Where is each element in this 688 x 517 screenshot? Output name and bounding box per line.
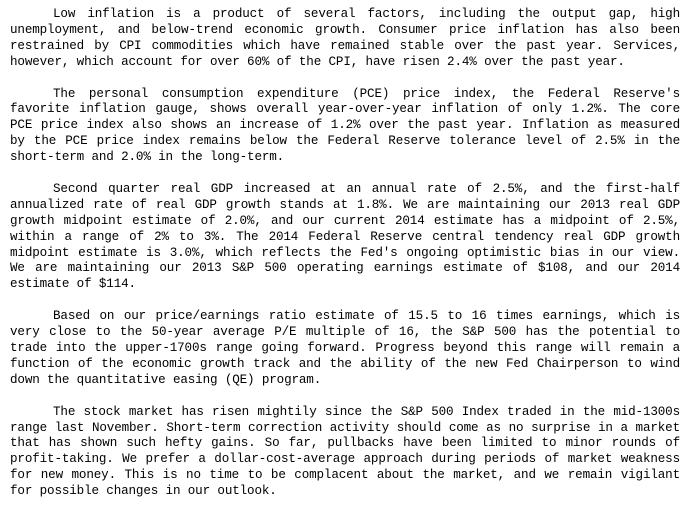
paragraph-pe-ratio: Based on our price/earnings ratio estimate of 15.5 to 16 times earnings, which is very close to the 50-year average P/E multiple of 16, the S&P 500 has the potential to trade into the upper-1700s range going forward. Progress beyond this range will remain a function of the economic growth track and the ability of the new Fed Chairperson to wind down the quantitative easing (QE) program. <box>10 309 680 387</box>
paragraph-inflation-factors: Low inflation is a product of several factors, including the output gap, high unemployment, and below-trend economic growth. Consumer price inflation has also been restrained by CPI commodities which have remained stable over the past year. Services, however, which account for over 60% of the CPI, have risen 2.4% over the past year. <box>10 7 680 69</box>
paragraph-market-outlook: The stock market has risen mightily since the S&P 500 Index traded in the mid-1300s range last November. Short-term correction activity should come as no surprise in a market that has shown such hefty gains. So far, pullbacks have been limited to minor rounds of profit-taking. We prefer a dollar-cost-average approach during periods of market weakness for new money. This is no time to be complacent about the market, and we remain vigilant for possible changes in our outlook. <box>10 404 680 499</box>
paragraph-pce-index: The personal consumption expenditure (PCE) price index, the Federal Reserve's favorite inflation gauge, shows overall year-over-year inflation of only 1.2%. The core PCE price index also shows an increase of 1.2% over the past year. Inflation as measured by the PCE price index remains below the Federal Reserve tolerance level of 2.5% in the short-term and 2.0% in the long-term. <box>10 86 680 165</box>
paragraph-gdp-growth: Second quarter real GDP increased at an annual rate of 2.5%, and the first-half annualized rate of real GDP growth stands at 1.8%. We are maintaining our 2013 real GDP growth midpoint estimate of 2.0%, and our current 2014 estimate has a midpoint of 2.5%, within a range of 2% to 3%. The 2014 Federal Reserve central tendency real GDP growth midpoint estimate is 3.0%, which reflects the Fed's ongoing optimistic bias in our view. We are maintaining our 2013 S&P 500 operating earnings estimate of $108, and our 2014 estimate of $114. <box>10 181 680 292</box>
document-body <box>10 7 680 500</box>
